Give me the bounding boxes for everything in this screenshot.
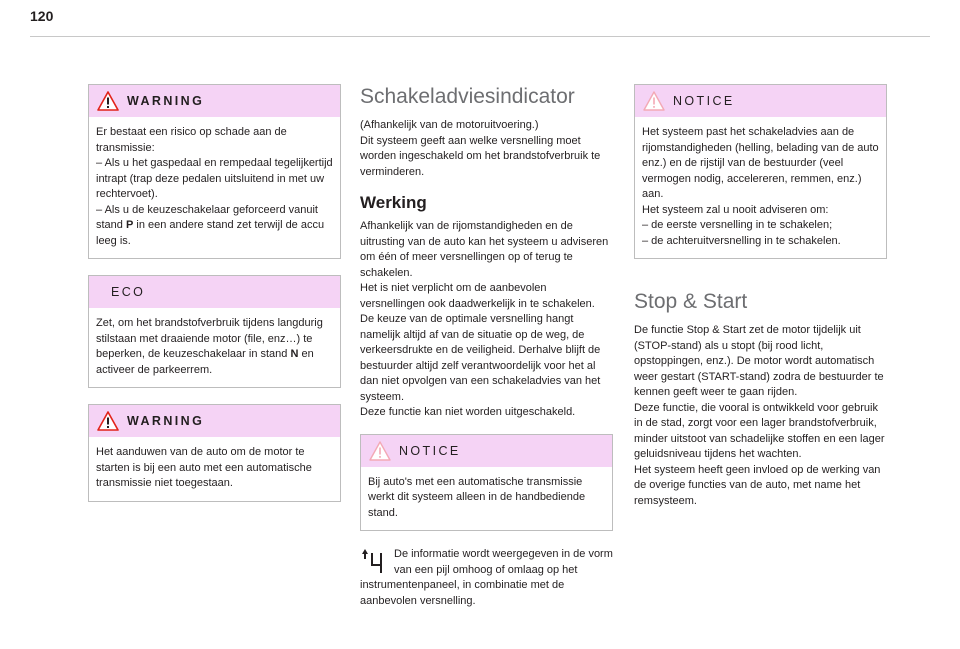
notice-text-line: – de eerste versnelling in te schakelen; bbox=[642, 219, 833, 231]
warning-box-push-start bbox=[88, 404, 341, 502]
warning-header bbox=[89, 405, 340, 437]
notice-text-line: – de achteruitversnelling in te schakelen. bbox=[642, 234, 841, 247]
werking-text: Het is niet verplicht om de aanbevolen versnellingen ook daadwerkelijk in te schakelen. bbox=[360, 282, 595, 310]
subsection-title-werking: Werking bbox=[360, 193, 427, 212]
stop-start-text: Deze functie, die vooral is ontwikkeld voor gebruik in de stad, zorgt voor een lager brandstofverbruik, minder uitstoot van schadelijke stoffen en een lager geluidsniveau tijdens het wachten. bbox=[634, 401, 885, 460]
warning-text-line: Er bestaat een risico op schade aan de transmissie: bbox=[96, 126, 287, 154]
eco-text: Zet, om het brandstofverbruik tijdens langdurig stilstaan met draaiende motor (file, enz…) te beperken, de keuzeschakelaar in stand N en activeer de parkeerrem. bbox=[96, 317, 323, 376]
notice-box-adaptation bbox=[634, 84, 887, 259]
page-number: 120 bbox=[30, 8, 54, 24]
eco-body bbox=[89, 308, 340, 387]
notice-text-line: Het systeem zal u nooit adviseren om: bbox=[642, 203, 829, 216]
intro-text: (Afhankelijk van de motoruitvoering.) bbox=[360, 119, 539, 131]
eco-box bbox=[88, 275, 341, 388]
gear-indicator-note bbox=[360, 547, 613, 609]
warning-header bbox=[89, 85, 340, 117]
warning-text-line: – Als u het gaspedaal en rempedaal tegelijkertijd intrapt (trap deze pedalen uitsluitend in met uw rechtervoet). bbox=[96, 157, 333, 200]
werking-text: Deze functie kan niet worden uitgeschakeld. bbox=[360, 406, 576, 418]
stop-start-text: De functie Stop & Start zet de motor tijdelijk uit (STOP-stand) als u stopt (bij rood licht, opstoppingen, enz.). De motor wordt automatisch weer gestart (START-stand) zodra de bestuurder te kennen geeft weer te gaan rijden. bbox=[634, 324, 884, 398]
gear-indicator-text: De informatie wordt weergegeven in de vorm van een pijl omhoog of omlaag op het instrumentenpaneel, in combinatie met de aanbevolen versnelling. bbox=[360, 548, 613, 607]
column-left bbox=[88, 84, 341, 518]
notice-title: NOTICE bbox=[673, 94, 735, 108]
notice-text: Bij auto's met een automatische transmissie werkt dit systeem alleen in de handbediende stand. bbox=[368, 475, 586, 519]
notice-body bbox=[361, 467, 612, 531]
notice-header bbox=[361, 435, 612, 467]
werking-text: Afhankelijk van de rijomstandigheden en de uitrusting van de auto kan het systeem u adviseren om één of meer versnellingen op of terug te schakelen. bbox=[360, 220, 609, 279]
warning-title: WARNING bbox=[127, 94, 205, 108]
section-title-schakeladvies: Schakeladviesindicator bbox=[360, 85, 575, 108]
notice-text-line: Het systeem past het schakeladvies aan de rijomstandigheden (helling, belading van de auto enz.) en de rijstijl van de bestuurder (veel vermogen nodig, accelereren, remmen, enz.) aan. bbox=[642, 126, 879, 200]
notice-title: NOTICE bbox=[399, 443, 461, 458]
notice-body bbox=[635, 117, 886, 258]
warning-body bbox=[89, 117, 340, 258]
notice-box-manual-mode bbox=[360, 434, 613, 532]
warning-body bbox=[89, 437, 340, 501]
eco-header bbox=[89, 276, 340, 308]
notice-header bbox=[635, 85, 886, 117]
column-right bbox=[634, 84, 887, 509]
warning-icon bbox=[97, 91, 119, 111]
section-title-stop-start: Stop & Start bbox=[634, 290, 748, 313]
header-divider bbox=[30, 36, 930, 37]
eco-title: ECO bbox=[111, 285, 146, 299]
notice-icon bbox=[369, 441, 391, 461]
notice-icon bbox=[643, 91, 665, 111]
warning-box-transmission bbox=[88, 84, 341, 259]
werking-text: De keuze van de optimale versnelling hangt namelijk altijd af van de situatie op de weg, de verkeersdrukte en de veiligheid. Derhalve blijft de bestuurder altijd zelf verantwoordelijk voor het al dan niet opvolgen van een schakeladvies van het systeem. bbox=[360, 313, 601, 403]
warning-text-line: – Als u de keuzeschakelaar geforceerd vanuit stand P in een andere stand zet terwijl de accu leeg is. bbox=[96, 203, 325, 247]
gear-shift-icon bbox=[360, 547, 388, 573]
warning-icon bbox=[97, 411, 119, 431]
stop-start-text: Het systeem heeft geen invloed op de werking van de overige functies van de auto, met name het remsysteem. bbox=[634, 463, 881, 507]
intro-text: Dit systeem geeft aan welke versnelling moet worden ingeschakeld om het brandstofverbruik te verminderen. bbox=[360, 134, 601, 178]
warning-title: WARNING bbox=[127, 414, 205, 428]
column-middle bbox=[360, 84, 613, 609]
warning-text: Het aanduwen van de auto om de motor te starten is bij een auto met een automatische transmissie niet toegestaan. bbox=[96, 446, 312, 489]
